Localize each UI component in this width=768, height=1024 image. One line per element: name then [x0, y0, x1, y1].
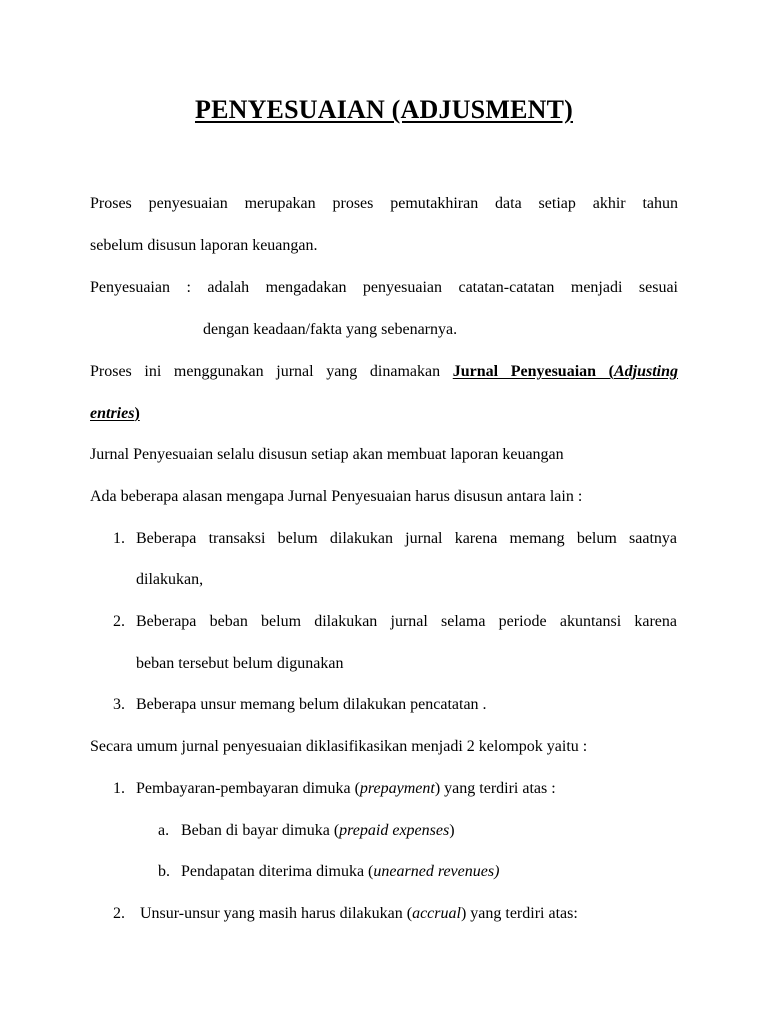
- list-item: [140, 904, 578, 924]
- list-item-text: Unsur-unsur yang masih harus dilakukan (: [140, 905, 413, 922]
- sublist-letter: b.: [158, 863, 170, 880]
- paragraph-line: Proses penyesuaian merupakan proses pemutakhiran data setiap akhir tahun: [90, 195, 678, 212]
- sublist-letter: a.: [158, 822, 170, 839]
- list-item: Beberapa unsur memang belum dilakukan pencatatan .: [136, 696, 487, 713]
- list-item-text: ) yang terdiri atas :: [434, 780, 556, 797]
- sublist-item: [181, 862, 499, 882]
- list-number: 1.: [113, 780, 125, 797]
- paragraph-text: Proses ini menggunakan jurnal yang dinamakan: [90, 363, 441, 380]
- sublist-item-text: Pendapatan diterima dimuka (: [181, 863, 374, 880]
- list-item: [136, 779, 556, 799]
- list-item: Beberapa transaksi belum dilakukan jurnal karena memang belum saatnya: [136, 530, 677, 547]
- term-text: Jurnal Penyesuaian (: [452, 363, 614, 380]
- list-number: 2.: [113, 905, 125, 922]
- term-italic: entries: [90, 405, 135, 422]
- list-number: 3.: [113, 696, 125, 713]
- list-number: 1.: [113, 530, 125, 547]
- list-item: Beberapa beban belum dilakukan jurnal selama periode akuntansi karena: [136, 613, 677, 630]
- paragraph-line: Ada beberapa alasan mengapa Jurnal Penyesuaian harus disusun antara lain :: [90, 488, 583, 505]
- sublist-item-text: ): [449, 822, 455, 839]
- list-item-italic: prepayment: [359, 780, 435, 797]
- sublist-item-italic: unearned revenues): [373, 863, 500, 880]
- list-item: beban tersebut belum digunakan: [136, 655, 344, 672]
- term-italic: Adjusting: [613, 363, 679, 380]
- page-title: PENYESUAIAN (ADJUSMENT): [194, 95, 573, 124]
- list-item-text: ) yang terdiri atas:: [460, 905, 578, 922]
- list-item-italic: accrual: [412, 905, 461, 922]
- definition-line: Penyesuaian : adalah mengadakan penyesuaian catatan-catatan menjadi sesuai: [90, 279, 678, 296]
- list-item-text: Pembayaran-pembayaran dimuka (: [136, 780, 360, 797]
- term-text: ): [134, 405, 140, 422]
- sublist-item-text: Beban di bayar dimuka (: [181, 822, 340, 839]
- paragraph-line: Secara umum jurnal penyesuaian diklasifikasikan menjadi 2 kelompok yaitu :: [90, 738, 588, 755]
- term-jurnal-penyesuaian: [453, 363, 678, 380]
- sublist-item: [181, 821, 455, 841]
- paragraph-line: [90, 404, 140, 424]
- paragraph-line: Jurnal Penyesuaian selalu disusun setiap akan membuat laporan keuangan: [90, 446, 564, 463]
- paragraph-line: [90, 362, 678, 382]
- definition-line: dengan keadaan/fakta yang sebenarnya.: [203, 321, 458, 338]
- list-number: 2.: [113, 613, 125, 630]
- sublist-item-italic: prepaid expenses: [339, 822, 450, 839]
- list-item: dilakukan,: [136, 571, 204, 588]
- paragraph-line: sebelum disusun laporan keuangan.: [90, 237, 318, 254]
